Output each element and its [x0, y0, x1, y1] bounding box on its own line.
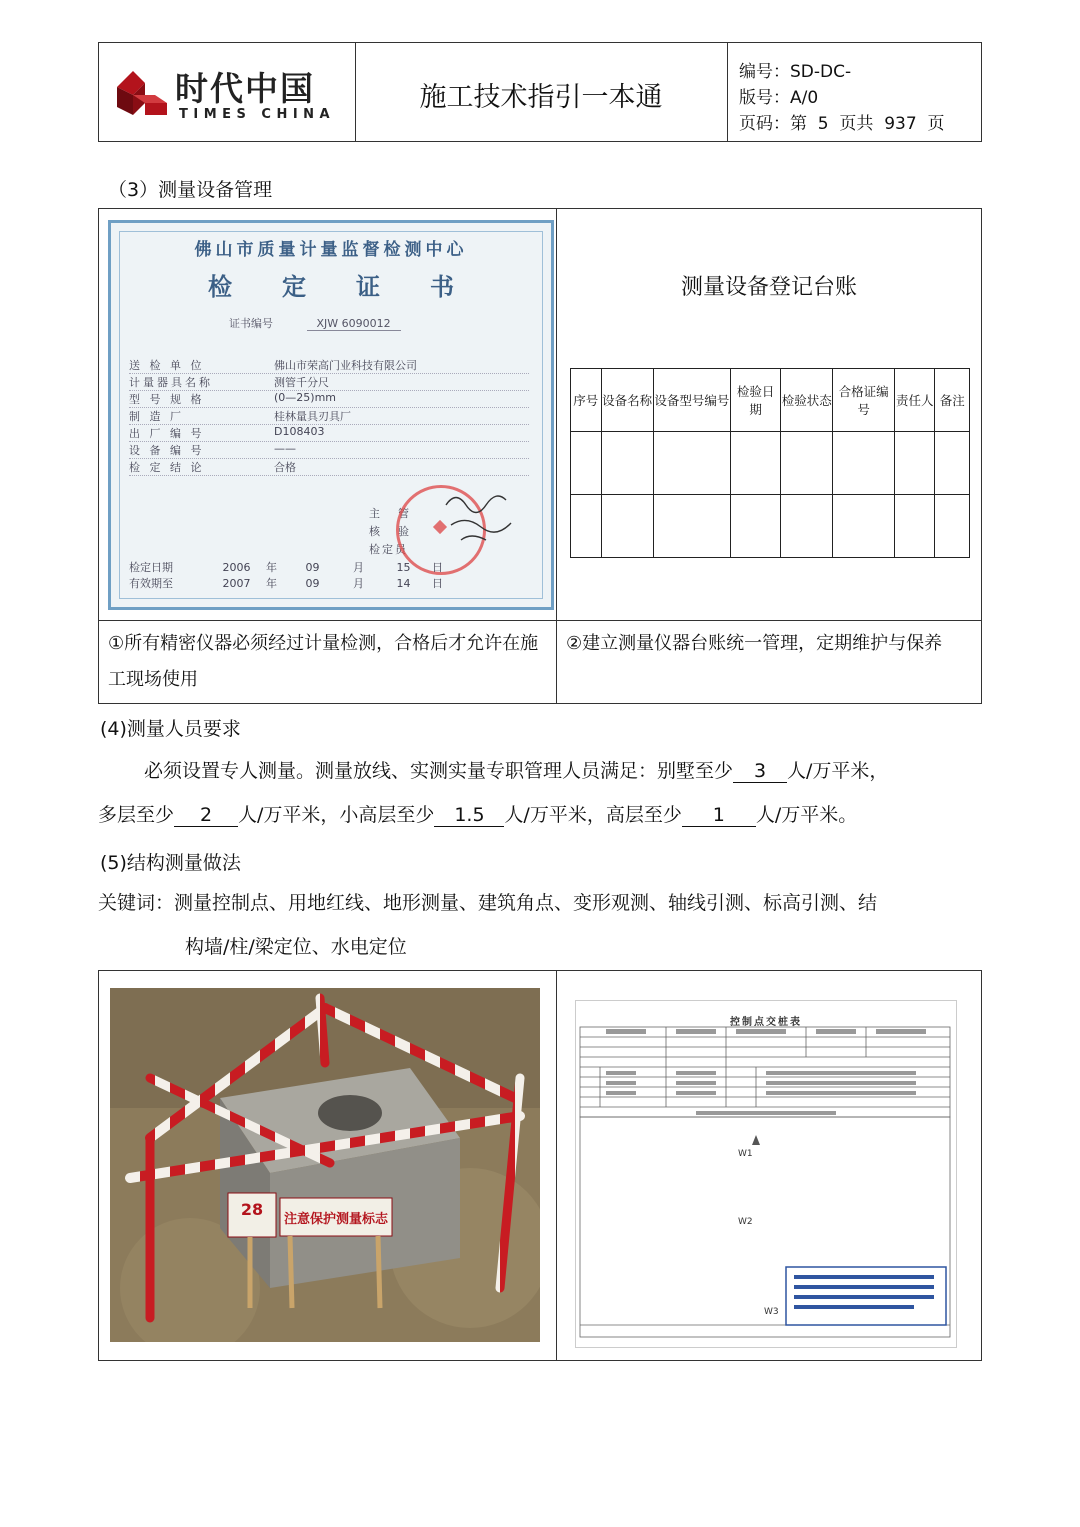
staffing-line-1: 必须设置专人测量。测量放线、实测实量专职管理人员满足：别墅至少 3 人/万平米，: [144, 760, 889, 782]
ledger-row: [571, 432, 970, 495]
ledger-row: [571, 495, 970, 558]
cert-row-value: (0—25)mm: [274, 391, 337, 404]
cert-row: [129, 408, 529, 425]
cert-row-key: 型 号 规 格: [129, 393, 205, 406]
photos-divider: [556, 970, 557, 1361]
sign-row: 检定员: [369, 543, 408, 556]
cert-row-value: D108403: [274, 425, 325, 438]
cert-row-key: 送 检 单 位: [129, 359, 205, 372]
cert-row-value: ——: [274, 442, 296, 455]
certificate-title: 检定证书: [208, 273, 504, 301]
caption-left: ①所有精密仪器必须经过计量检测，合格后才允许在施工现场使用: [108, 633, 539, 690]
survey-marker-illustration: [110, 988, 540, 1342]
survey-marker-photo: [110, 988, 540, 1342]
control-point-label: W1: [738, 1149, 753, 1159]
signature-scribble-icon: [441, 485, 531, 545]
certificate-org: 佛山市质量计量监督检测中心: [194, 240, 468, 260]
ledger-col-header: 序号: [571, 369, 602, 432]
doc-code: 编号：SD-DC-: [739, 62, 852, 82]
cert-row: [129, 459, 529, 476]
caption-right: ②建立测量仪器台账统一管理，定期维护与保养: [566, 633, 943, 654]
section5-heading: (5)结构测量做法: [100, 852, 241, 874]
table-row-divider: [98, 620, 982, 621]
cert-row-value: 佛山市荣高门业科技有限公司: [274, 359, 417, 372]
cert-row-key: 计量器具名称: [129, 376, 213, 389]
doc-version: 版号：A/0: [739, 88, 819, 108]
section3-heading: （3）测量设备管理: [108, 179, 273, 201]
cert-row: [129, 391, 529, 408]
cert-row-key: 出 厂 编 号: [129, 427, 205, 440]
ledger-col-header: 检验状态: [781, 369, 833, 432]
cert-row-key: 设 备 编 号: [129, 444, 205, 457]
sheet-grid-illustration: [576, 1025, 956, 1347]
cert-row: [129, 374, 529, 391]
logo-chinese: 时代中国: [175, 69, 315, 108]
cert-row: [129, 357, 529, 374]
ledger-col-header: 备注: [935, 369, 970, 432]
page-number: 页码：第 5 页共 937 页: [739, 114, 945, 134]
villa-count: 3: [733, 760, 787, 783]
logo-english: TIMES CHINA: [179, 107, 336, 122]
cert-row: [129, 442, 529, 459]
protect-marker-sign: 注意保护测量标志: [283, 1212, 388, 1227]
ledger-header-row: [571, 369, 970, 432]
cert-row-key: 检 定 结 论: [129, 461, 205, 474]
control-point-label: W2: [738, 1217, 753, 1227]
control-point-label: W3: [764, 1307, 779, 1317]
calibration-certificate: [108, 220, 554, 610]
cert-row-value: 测管千分尺: [274, 376, 329, 389]
sign-row: 主管: [369, 507, 427, 520]
ledger-col-header: 责任人: [895, 369, 935, 432]
ledger-col-header: 合格证编号: [833, 369, 895, 432]
staffing-line-2: 多层至少 2 人/万平米，小高层至少 1.5 人/万平米，高层至少 1 人/万平米。: [98, 804, 858, 826]
sheet-title: 控制点交桩表: [730, 1017, 802, 1028]
document-header: [98, 42, 982, 142]
multi-storey-count: 2: [174, 804, 238, 827]
sign-row: 核验: [369, 525, 427, 538]
certificate-number: [229, 315, 401, 331]
ledger-col-header: 设备型号编号: [653, 369, 730, 432]
certificate-number-value: XJW 6090012: [307, 317, 401, 331]
section4-heading: (4)测量人员要求: [100, 718, 241, 740]
keywords-line-1: 关键词：测量控制点、用地红线、地形测量、建筑角点、变形观测、轴线引测、标高引测、结: [98, 892, 878, 914]
cert-row-value: 合格: [274, 461, 296, 474]
logo-cell: [99, 43, 356, 141]
ledger-title: 测量设备登记台账: [680, 275, 857, 300]
keywords-line-2: 构墙/柱/梁定位、水电定位: [185, 936, 407, 958]
cert-row-key: 制 造 厂: [129, 410, 184, 423]
times-china-logo-icon: [111, 65, 169, 121]
ledger-col-header: 设备名称: [601, 369, 653, 432]
small-highrise-count: 1.5: [434, 804, 504, 827]
cert-row: [129, 425, 529, 442]
control-point-handover-sheet: [575, 1000, 957, 1348]
ledger-table: [570, 368, 970, 558]
highrise-count: 1: [682, 804, 756, 827]
cert-row-value: 桂林量具刃具厂: [274, 410, 351, 423]
certificate-date-row: 检定日期 2006 年 09 月 15 日: [129, 561, 443, 574]
document-title: 施工技术指引一本通: [419, 82, 663, 113]
certificate-valid-row: 有效期至 2007 年 09 月 14 日: [129, 577, 443, 590]
certificate-number-label: 证书编号: [229, 317, 273, 330]
marker-point-number: 28: [240, 1200, 264, 1219]
ledger-col-header: 检验日期: [731, 369, 781, 432]
